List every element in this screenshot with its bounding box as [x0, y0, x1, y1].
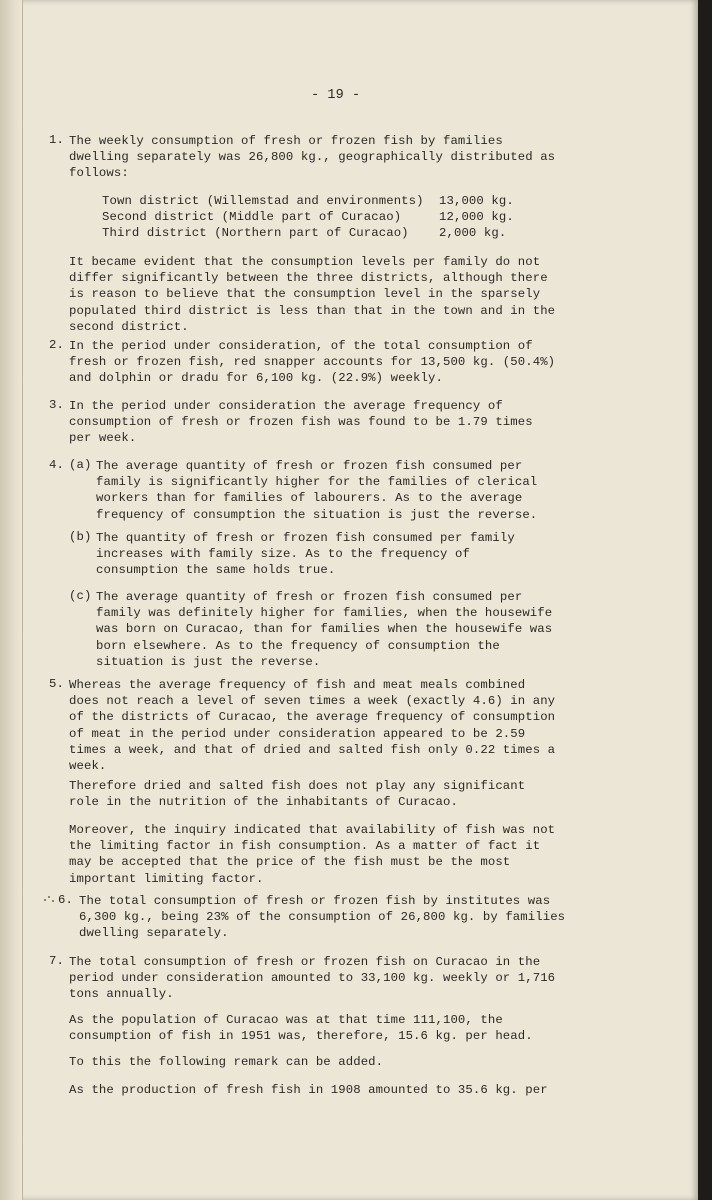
item-4b-number: (b): [69, 530, 92, 544]
page-edge: [698, 0, 712, 1200]
table-row: Third district (Northern part of Curacao) 2,000 kg.: [102, 226, 507, 241]
item-1-number: 1.: [49, 133, 64, 147]
item-7-paragraph-2: To this the following remark can be added.: [69, 1055, 384, 1069]
item-7-number: 7.: [49, 954, 64, 968]
item-7-paragraph-3: As the production of fresh fish in 1908 amounted to 35.6 kg. per: [69, 1083, 548, 1097]
item-4a-number: (a): [69, 458, 92, 472]
item-1-text: The weekly consumption of fresh or frozen fish by families dwelling separately was 26,800 kg., geographically distributed as follows:: [69, 134, 556, 181]
item-5-text: Whereas the average frequency of fish and meat meals combined does not reach a level of seven times a week (exactly 4.6) in any of the districts of Curacao, the average frequency of consumption of meat in the period under consideration appeared to be 2.59 times a week, and that of dried and salted fish only 0.22 times a week.: [69, 678, 556, 774]
item-4-number: 4.: [49, 458, 64, 472]
table-row: Second district (Middle part of Curacao) 12,000 kg.: [102, 210, 514, 225]
margin-mark: [42, 889, 56, 903]
district-table: [102, 193, 514, 242]
item-2-number: 2.: [49, 338, 64, 352]
page-binding: [0, 0, 23, 1200]
page-number: - 19 -: [311, 88, 361, 103]
item-7-text: The total consumption of fresh or frozen fish on Curacao in the period under consideration amounted to 33,100 kg. weekly or 1,716 tons annually.: [69, 955, 556, 1002]
item-5-paragraph-2: Moreover, the inquiry indicated that availability of fish was not the limiting factor in fish consumption. As a matter of fact it may be accepted that the price of the fish must be the most important limiting factor.: [69, 823, 556, 886]
item-4c-number: (c): [69, 589, 92, 603]
item-1-paragraph: It became evident that the consumption levels per family do not differ significantly between the three districts, although there is reason to believe that the consumption level in the sparsely populated third district is less than that in the town and in the second district.: [69, 255, 556, 334]
item-2-text: In the period under consideration, of the total consumption of fresh or frozen fish, red snapper accounts for 13,500 kg. (50.4%) and dolphin or dradu for 6,100 kg. (22.9%) weekly.: [69, 339, 556, 386]
item-5-number: 5.: [49, 677, 64, 691]
item-3-number: 3.: [49, 398, 64, 412]
item-4c-text: The average quantity of fresh or frozen fish consumed per family was definitely higher for families, when the housewife was born on Curacao, than for families when the housewife was born elsewhere. As to the frequency of consumption the situation is just the reverse.: [96, 590, 553, 669]
item-4b-text: The quantity of fresh or frozen fish consumed per family increases with family size. As to the frequency of consumption the same holds true.: [96, 531, 515, 578]
item-5-paragraph-1: Therefore dried and salted fish does not play any significant role in the nutrition of the inhabitants of Curacao.: [69, 779, 526, 810]
item-6-number: 6.: [58, 893, 73, 907]
item-4a-text: The average quantity of fresh or frozen fish consumed per family is significantly higher for the families of clerical workers than for families of labourers. As to the average frequency of consumption the situation is just the reverse.: [96, 459, 538, 522]
item-7-paragraph-1: As the population of Curacao was at that time 111,100, the consumption of fish in 1951 was, therefore, 15.6 kg. per head.: [69, 1013, 533, 1044]
item-3-text: In the period under consideration the average frequency of consumption of fresh or frozen fish was found to be 1.79 times per week.: [69, 399, 533, 446]
table-row: Town district (Willemstad and environments) 13,000 kg.: [102, 194, 514, 208]
item-6-text: The total consumption of fresh or frozen fish by institutes was 6,300 kg., being 23% of the consumption of 26,800 kg. by families dwelling separately.: [79, 894, 566, 941]
